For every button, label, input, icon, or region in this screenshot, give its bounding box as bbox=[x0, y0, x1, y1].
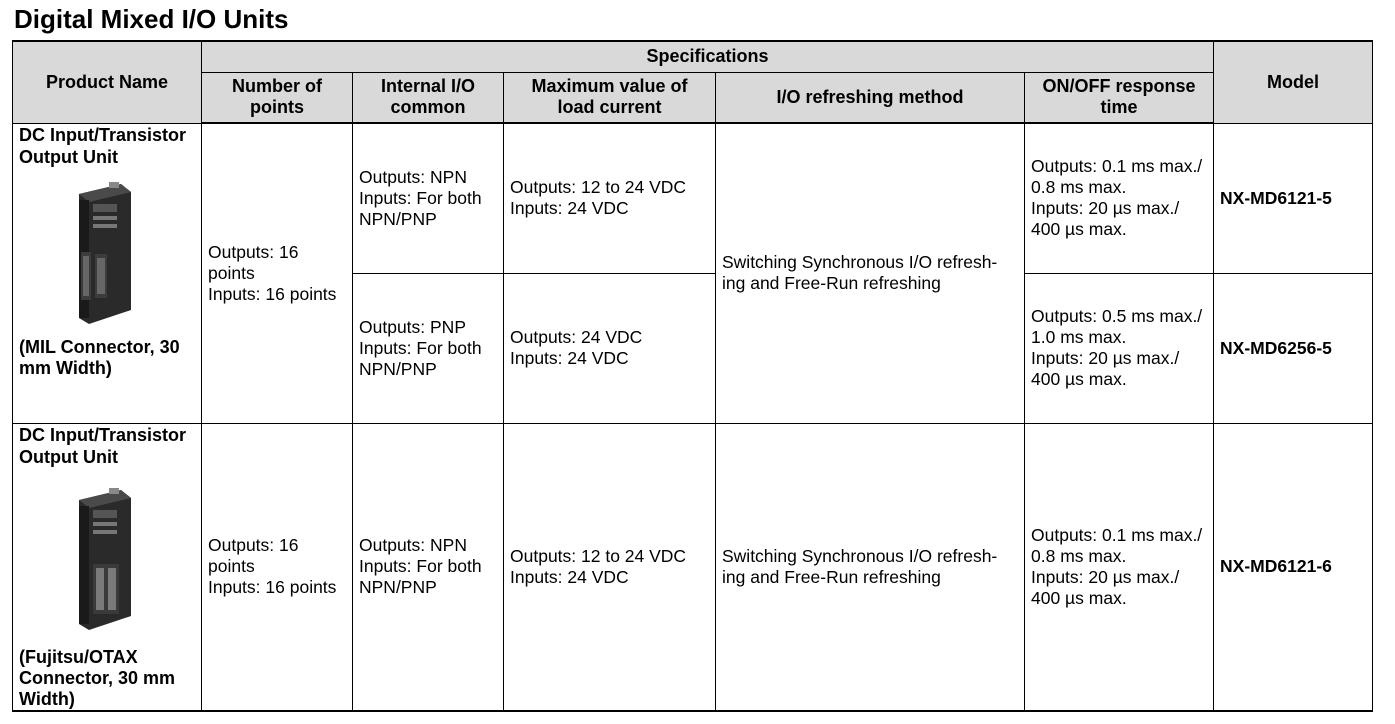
load-current-cell: Outputs: 24 VDC Inputs: 24 VDC bbox=[504, 273, 716, 423]
product-name: DC Input/Transistor Output Unit bbox=[19, 124, 187, 167]
io-common-cell: Outputs: NPN Inputs: For both NPN/PNP bbox=[353, 423, 504, 711]
product-name: DC Input/Transistor Output Unit bbox=[19, 424, 187, 467]
points-cell: Outputs: 16 points Inputs: 16 points bbox=[202, 423, 353, 711]
refresh-method-cell: Switching Synchronous I/O refresh- ing and Free-Run refreshing bbox=[716, 123, 1025, 423]
product-connector: (MIL Connector, 30 mm Width) bbox=[19, 336, 180, 378]
model-cell: NX-MD6256-5 bbox=[1214, 273, 1373, 423]
points-cell: Outputs: 16 points Inputs: 16 points bbox=[202, 123, 353, 423]
nx-io-unit-fujitsu-connector-image bbox=[59, 488, 139, 634]
model-cell: NX-MD6121-5 bbox=[1214, 123, 1373, 273]
product-cell bbox=[13, 123, 202, 423]
table-row bbox=[13, 123, 1373, 273]
load-current-cell: Outputs: 12 to 24 VDC Inputs: 24 VDC bbox=[504, 123, 716, 273]
header-on-off-response-time: ON/OFF response time bbox=[1025, 72, 1214, 123]
io-common-cell: Outputs: NPN Inputs: For both NPN/PNP bbox=[353, 123, 504, 273]
nx-io-unit-mil-connector-image bbox=[59, 182, 139, 328]
product-cell bbox=[13, 423, 202, 711]
response-time-cell: Outputs: 0.5 ms max./ 1.0 ms max. Inputs: 20 µs max./ 400 µs max. bbox=[1025, 273, 1214, 423]
header-number-of-points: Number of points bbox=[202, 72, 353, 123]
header-model: Model bbox=[1214, 41, 1373, 123]
model-cell: NX-MD6121-6 bbox=[1214, 423, 1373, 711]
header-specifications: Specifications bbox=[202, 41, 1214, 72]
header-internal-io-common: Internal I/O common bbox=[353, 72, 504, 123]
table-row bbox=[13, 423, 1373, 711]
load-current-cell: Outputs: 12 to 24 VDC Inputs: 24 VDC bbox=[504, 423, 716, 711]
response-time-cell: Outputs: 0.1 ms max./ 0.8 ms max. Inputs: 20 µs max./ 400 µs max. bbox=[1025, 123, 1214, 273]
header-max-load-current: Maximum value of load current bbox=[504, 72, 716, 123]
header-io-refreshing-method: I/O refreshing method bbox=[716, 72, 1025, 123]
header-product-name: Product Name bbox=[13, 41, 202, 123]
spec-table bbox=[12, 40, 1373, 712]
response-time-cell: Outputs: 0.1 ms max./ 0.8 ms max. Inputs: 20 µs max./ 400 µs max. bbox=[1025, 423, 1214, 711]
refresh-method-cell: Switching Synchronous I/O refresh- ing and Free-Run refreshing bbox=[716, 423, 1025, 711]
io-common-cell: Outputs: PNP Inputs: For both NPN/PNP bbox=[353, 273, 504, 423]
page-title: Digital Mixed I/O Units bbox=[14, 4, 289, 34]
product-connector: (Fujitsu/OTAX Connector, 30 mm Width) bbox=[19, 646, 176, 709]
